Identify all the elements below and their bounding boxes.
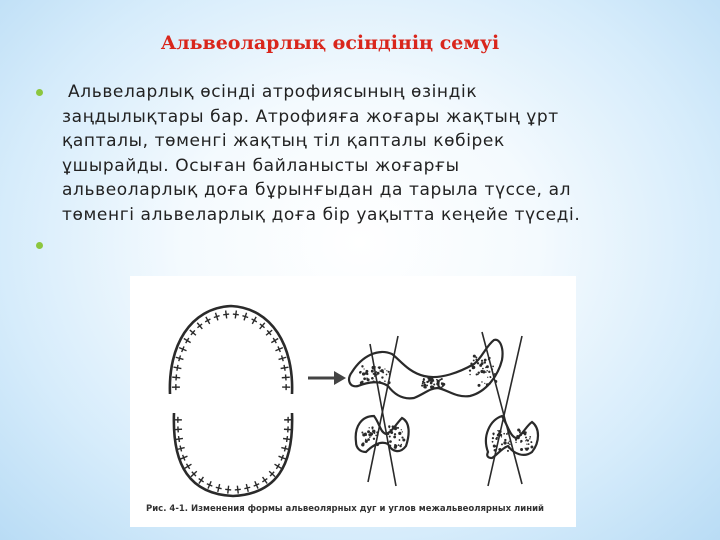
bullet-line: заңдылықтары бар. Атрофияға жоғары жақтың ұрт: [62, 106, 559, 127]
bone-texture-dot: [390, 431, 393, 434]
bone-texture-dot: [516, 435, 518, 437]
bone-texture-dot: [497, 430, 498, 431]
bone-texture-dot: [432, 379, 435, 382]
bone-texture-dot: [394, 433, 396, 435]
bone-texture-dot: [485, 372, 486, 373]
bone-texture-dot: [368, 434, 370, 436]
arch-tick-mark: [223, 314, 229, 315]
bone-texture-dot: [503, 433, 505, 435]
bone-texture-dot: [401, 437, 403, 439]
bone-texture-dot: [363, 377, 366, 380]
bone-texture-dot: [401, 429, 402, 430]
bone-texture-dot: [367, 438, 370, 441]
bone-texture-dot: [373, 373, 375, 375]
bone-texture-dot: [504, 446, 506, 448]
arch-tick-mark: [214, 316, 220, 318]
bullet-dot-icon: [36, 242, 43, 249]
bone-texture-dot: [501, 443, 503, 445]
bone-texture-dot: [484, 361, 486, 363]
bone-texture-dot: [394, 446, 397, 449]
arch-tick-mark: [282, 355, 284, 361]
bone-texture-dot: [422, 382, 424, 384]
bone-texture-dot: [493, 434, 494, 435]
bone-texture-dot: [361, 431, 363, 433]
bone-texture-dot: [526, 444, 527, 445]
bone-texture-dot: [421, 384, 423, 386]
bone-texture-dot: [386, 374, 388, 376]
arch-tick-mark: [177, 365, 178, 371]
arch-tick-mark: [235, 489, 241, 490]
bone-texture-dot: [430, 382, 433, 385]
arch-tick-mark: [179, 355, 181, 361]
arch-tick-mark: [180, 446, 181, 452]
bullet-line: қапталы, төменгі жақтың тіл қапталы көбірек: [62, 131, 505, 151]
bone-texture-dot: [520, 434, 522, 436]
bone-texture-dot: [380, 369, 383, 372]
bone-texture-dot: [424, 386, 427, 389]
bone-texture-dot: [472, 365, 473, 366]
bone-texture-dot: [492, 365, 494, 367]
bone-texture-dot: [363, 368, 364, 369]
alveolar-arch-drawing: [130, 276, 576, 527]
bone-texture-dot: [517, 429, 520, 432]
lower-arch-outline: [174, 413, 292, 496]
bone-texture-dot: [484, 359, 487, 362]
bone-texture-dot: [399, 445, 401, 447]
bone-texture-dot: [520, 448, 523, 451]
bone-texture-dot: [372, 380, 374, 382]
bullet-line: альвеоларлық доға бұрынғыдан да тарыла түссе, ал: [62, 180, 572, 200]
bone-texture-dot: [371, 370, 374, 373]
bone-texture-dot: [486, 370, 487, 371]
bone-texture-dot: [367, 378, 370, 381]
arch-tick-mark: [284, 365, 285, 371]
bone-texture-dot: [362, 382, 364, 384]
bone-texture-dot: [398, 444, 400, 446]
bone-texture-dot: [530, 441, 532, 443]
arch-tick-mark: [244, 487, 250, 488]
bone-texture-dot: [361, 365, 363, 367]
bone-texture-dot: [480, 370, 483, 373]
bone-texture-dot: [389, 440, 392, 443]
bone-texture-dot: [501, 436, 502, 437]
bone-texture-dot: [473, 355, 476, 358]
bone-texture-dot: [389, 435, 391, 437]
bone-texture-dot: [430, 386, 432, 388]
bone-texture-dot: [509, 441, 510, 442]
arch-tick-mark: [287, 436, 288, 442]
bone-texture-dot: [372, 430, 375, 433]
bullet-line: төменгі альвеларлық доға бір уақытта кеңейе түседі.: [62, 204, 581, 225]
bone-texture-dot: [498, 448, 500, 450]
bone-texture-dot: [436, 379, 438, 381]
bone-texture-dot: [441, 383, 443, 385]
lower-arch-ticks: [174, 417, 292, 494]
bone-texture-dot: [509, 444, 511, 446]
bone-texture-dot: [381, 376, 383, 378]
bone-texture-dot: [426, 384, 428, 386]
bullet-item-2: [34, 233, 704, 257]
bone-texture-dot: [441, 378, 443, 380]
bone-texture-dot: [372, 428, 374, 430]
bullet-dot-icon: [36, 89, 43, 96]
bone-texture-dot: [470, 363, 472, 365]
bone-texture-dot: [487, 377, 488, 378]
figure-caption: Рис. 4-1. Изменения формы альвеолярных дуг и углов межальвеолярных линий: [146, 504, 544, 514]
bone-texture-dot: [526, 439, 527, 440]
bone-texture-dot: [359, 371, 361, 373]
arch-tick-mark: [284, 446, 285, 452]
bone-texture-dot: [402, 438, 405, 441]
bone-texture-dot: [524, 433, 526, 435]
bone-texture-dot: [436, 382, 439, 385]
bone-texture-dot: [365, 370, 368, 373]
bone-texture-dot: [398, 432, 401, 435]
bone-texture-dot: [515, 442, 516, 443]
upper-arch-outline: [170, 306, 292, 394]
arch-tick-mark: [242, 316, 248, 318]
bone-texture-dot: [367, 430, 370, 433]
bone-texture-dot: [504, 439, 506, 441]
bone-texture-dot: [519, 431, 521, 433]
bone-texture-dot: [371, 377, 374, 380]
bone-texture-dot: [423, 379, 424, 380]
bone-texture-dot: [482, 368, 484, 370]
bullet-item-1: [34, 80, 704, 227]
arch-tick-mark: [233, 314, 239, 315]
bone-texture-dot: [429, 378, 430, 379]
bone-texture-dot: [493, 444, 496, 447]
bone-texture-dot: [389, 427, 391, 429]
bone-texture-dot: [384, 368, 385, 369]
bone-texture-dot: [525, 436, 527, 438]
bone-texture-dot: [530, 446, 533, 449]
bone-texture-dot: [399, 439, 401, 441]
bone-texture-dot: [422, 381, 424, 383]
bone-texture-dot: [481, 360, 483, 362]
bone-texture-dot: [486, 365, 489, 368]
bone-texture-dot: [492, 437, 494, 439]
bone-texture-dot: [369, 436, 370, 437]
bone-texture-dot: [469, 374, 470, 375]
bone-texture-dot: [494, 373, 496, 375]
upper-jaw-section: [349, 340, 502, 399]
bone-texture-dot: [390, 429, 391, 430]
bone-texture-dot: [515, 439, 517, 441]
bone-texture-dot: [377, 372, 380, 375]
bullet-line: ұшырайды. Осыған байланысты жоғарғы: [62, 155, 460, 176]
bone-texture-dot: [507, 450, 509, 452]
bone-texture-dot: [476, 373, 478, 375]
arch-tick-mark: [179, 436, 180, 442]
bullet-line: Альвеларлық өсінді атрофиясының өзіндік: [62, 82, 478, 102]
bone-texture-dot: [427, 381, 429, 383]
bone-texture-dot: [362, 444, 364, 446]
bone-texture-dot: [384, 380, 386, 382]
bone-texture-dot: [520, 442, 521, 443]
bone-texture-dot: [478, 371, 480, 373]
bullet-list: [34, 80, 704, 257]
arrow-right-icon: [334, 371, 346, 385]
bone-texture-dot: [506, 433, 508, 435]
bone-texture-dot: [496, 437, 498, 439]
arch-tick-mark: [216, 487, 222, 488]
bone-texture-dot: [369, 427, 370, 428]
bone-texture-dot: [478, 384, 481, 387]
bone-texture-dot: [528, 443, 530, 445]
bone-texture-dot: [393, 436, 396, 439]
slide-title: Альвеоларлық өсіндінің семуі: [160, 32, 500, 54]
bone-texture-dot: [379, 381, 381, 383]
alveolar-arch-figure: [130, 276, 576, 527]
bone-texture-dot: [365, 440, 368, 443]
upper-arch-ticks: [172, 310, 290, 390]
bone-texture-dot: [529, 438, 530, 439]
bone-texture-dot: [477, 362, 479, 364]
bone-texture-dot: [402, 431, 403, 432]
bone-texture-dot: [525, 448, 526, 449]
bone-texture-dot: [492, 441, 494, 443]
bone-texture-dot: [529, 436, 531, 438]
bone-texture-dot: [364, 433, 367, 436]
bone-texture-dot: [481, 381, 482, 382]
bone-texture-dot: [392, 425, 395, 428]
bone-texture-dot: [481, 362, 484, 365]
bone-texture-dot: [433, 383, 435, 385]
bone-texture-dot: [507, 442, 509, 444]
bone-texture-dot: [378, 367, 380, 369]
bone-texture-dot: [489, 376, 491, 378]
bone-texture-dot: [486, 383, 489, 386]
bone-texture-dot: [388, 371, 390, 373]
bone-texture-dot: [484, 383, 485, 384]
bone-texture-dot: [508, 447, 510, 449]
bone-texture-dot: [475, 359, 477, 361]
bone-texture-dot: [442, 385, 444, 387]
bone-texture-dot: [373, 438, 375, 440]
bone-texture-dot: [503, 441, 506, 444]
bone-texture-dot: [397, 427, 399, 429]
bone-texture-dot: [488, 371, 490, 373]
arch-tick-mark: [225, 489, 231, 490]
bone-texture-dot: [473, 359, 475, 361]
bone-texture-dot: [469, 370, 471, 372]
bone-texture-dot: [386, 370, 387, 371]
